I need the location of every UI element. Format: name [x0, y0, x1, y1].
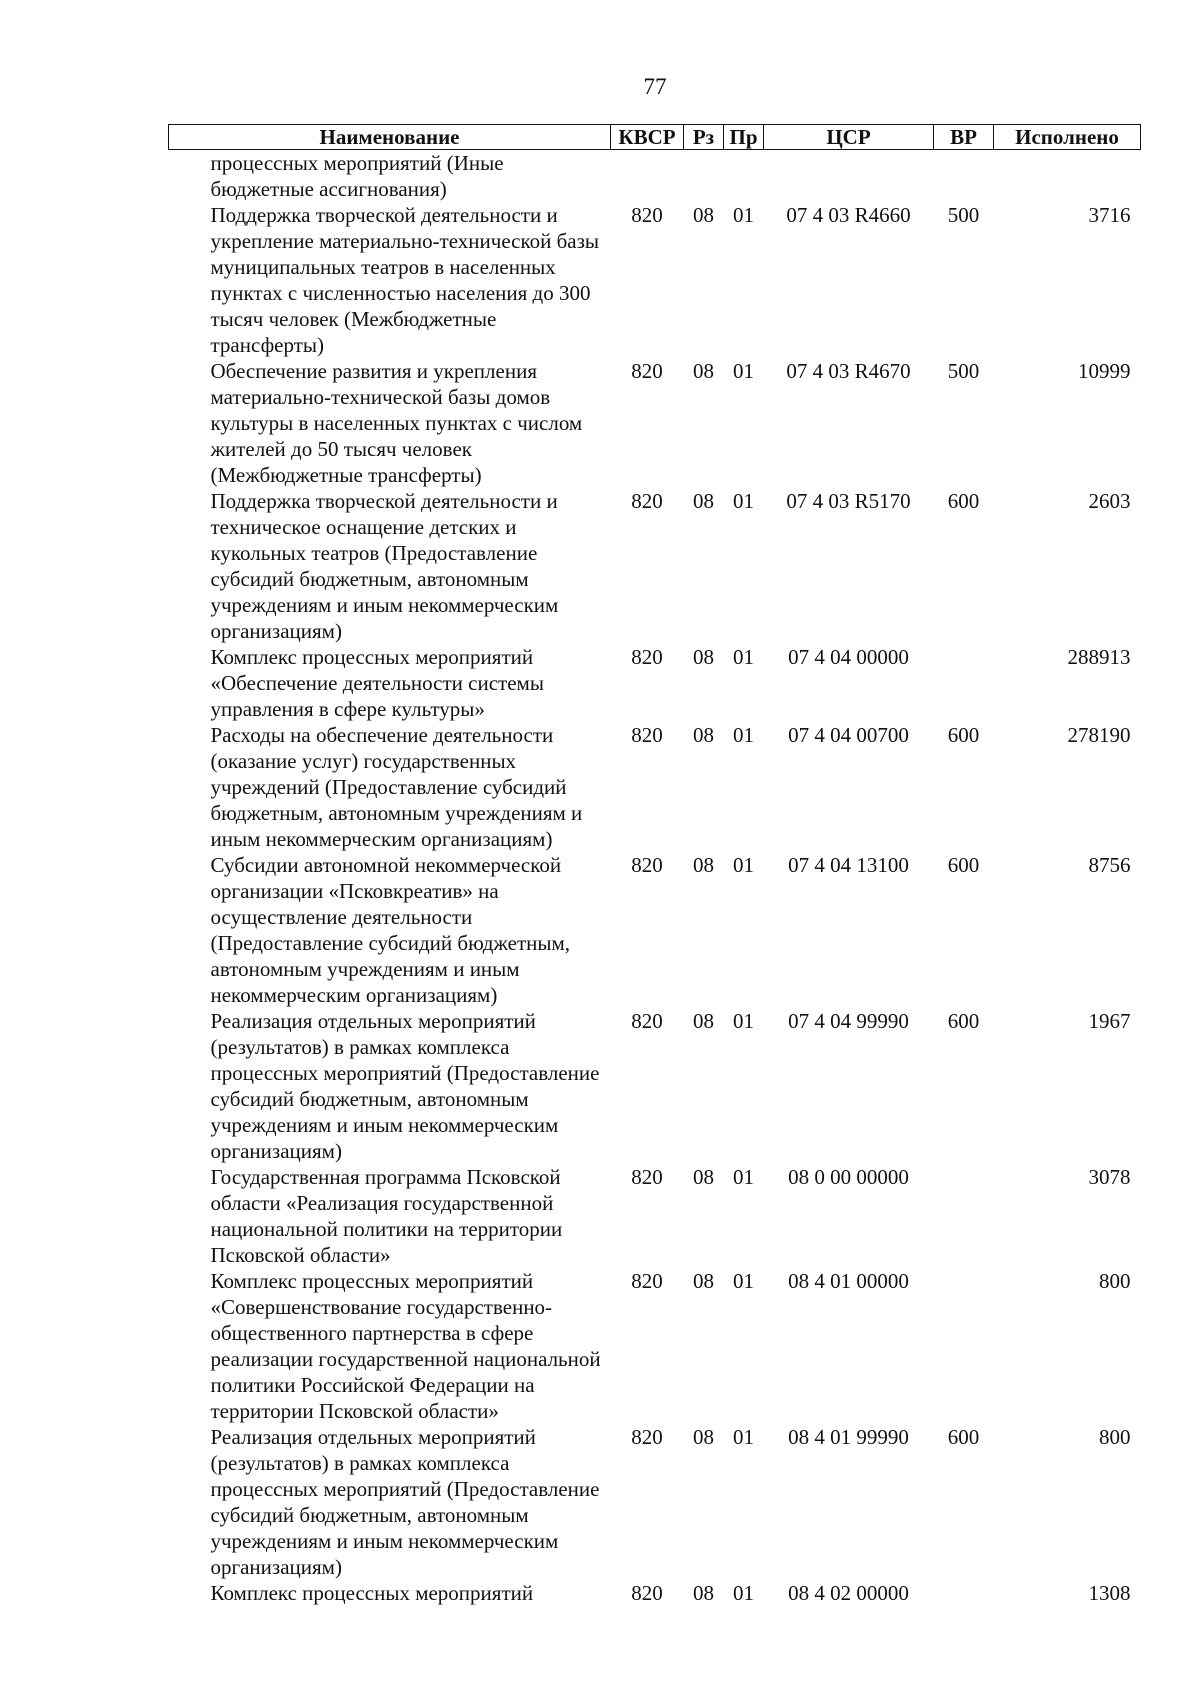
cell-rz: 08 — [693, 853, 714, 877]
cell-name: Государственная программа Псковской области «Реализация государственной национальной политики на территории Псковской области» — [210, 1165, 563, 1267]
cell-rz: 08 — [693, 203, 714, 227]
cell-kvsr: 820 — [631, 645, 663, 669]
cell-vr: 500 — [947, 203, 980, 227]
cell-rz: 08 — [693, 1269, 714, 1293]
cell-csr: 08 0 00 00000 — [788, 1165, 909, 1189]
cell-done — [994, 150, 1141, 203]
table-row — [169, 1008, 1141, 1164]
cell-rz: 08 — [693, 359, 714, 383]
cell-kvsr — [611, 150, 684, 203]
cell-kvsr: 820 — [631, 1269, 663, 1293]
cell-kvsr: 820 — [631, 1581, 663, 1605]
table-row — [169, 488, 1141, 644]
cell-rz: 08 — [693, 1425, 714, 1449]
cell-rz: 08 — [693, 1165, 714, 1189]
cell-done: 278190 — [1067, 723, 1131, 747]
cell-csr: 07 4 04 99990 — [788, 1009, 909, 1033]
table-row — [169, 202, 1141, 358]
header-done: Исполнено — [994, 125, 1141, 150]
cell-done: 800 — [1099, 1425, 1131, 1449]
header-pr: Пр — [724, 125, 764, 150]
cell-vr — [934, 1580, 994, 1606]
header-name: Наименование — [169, 125, 611, 150]
cell-rz: 08 — [693, 645, 714, 669]
cell-vr: 600 — [947, 489, 980, 513]
cell-csr: 08 4 01 99990 — [788, 1425, 909, 1449]
cell-pr: 01 — [733, 203, 754, 227]
cell-vr: 600 — [947, 1425, 980, 1449]
cell-done: 288913 — [1067, 645, 1131, 669]
cell-rz: 08 — [693, 723, 714, 747]
cell-done: 3078 — [1088, 1165, 1131, 1189]
cell-done: 10999 — [1078, 359, 1131, 383]
header-row — [169, 125, 1141, 150]
cell-done: 1308 — [1088, 1581, 1131, 1605]
cell-kvsr: 820 — [631, 853, 663, 877]
cell-vr: 600 — [947, 853, 980, 877]
table-header — [169, 125, 1141, 150]
cell-csr: 08 4 01 00000 — [788, 1269, 909, 1293]
cell-name: Расходы на обеспечение деятельности (оказание услуг) государственных учреждений (Предоставление субсидий бюджетным, автономным учреждениям и иным некоммерческим организациям) — [210, 723, 583, 851]
cell-done: 800 — [1099, 1269, 1131, 1293]
cell-vr — [934, 150, 994, 203]
table-row — [169, 1424, 1141, 1580]
cell-csr: 07 4 03 R5170 — [786, 489, 911, 513]
cell-name: Комплекс процессных мероприятий «Совершенствование государственно-общественного партнерства в сфере реализации государственной национальной политики Российской Федерации на территории Псковской области» — [210, 1269, 601, 1423]
cell-name: Реализация отдельных мероприятий (результатов) в рамках комплекса процессных мероприятий (Предоставление субсидий бюджетным, автономным учреждениям и иным некоммерческим организациям) — [210, 1009, 600, 1163]
cell-kvsr: 820 — [631, 1009, 663, 1033]
cell-rz: 08 — [693, 1581, 714, 1605]
cell-pr: 01 — [733, 853, 754, 877]
cell-name: Реализация отдельных мероприятий (результатов) в рамках комплекса процессных мероприятий (Предоставление субсидий бюджетным, автономным учреждениям и иным некоммерческим организациям) — [210, 1425, 600, 1579]
header-csr: ЦСР — [764, 125, 934, 150]
cell-vr: 600 — [947, 723, 980, 747]
cell-csr: 07 4 03 R4670 — [786, 359, 911, 383]
cell-done: 2603 — [1088, 489, 1131, 513]
header-kvsr: КВСР — [611, 125, 684, 150]
cell-done: 1967 — [1088, 1009, 1131, 1033]
header-rz: Рз — [684, 125, 724, 150]
cell-pr: 01 — [733, 489, 754, 513]
cell-kvsr: 820 — [631, 359, 663, 383]
cell-pr: 01 — [733, 645, 754, 669]
cell-csr: 07 4 04 13100 — [788, 853, 909, 877]
cell-name: процессных мероприятий (Иные бюджетные ассигнования) — [210, 151, 504, 201]
cell-rz: 08 — [693, 1009, 714, 1033]
cell-vr: 600 — [947, 1009, 980, 1033]
table-row — [169, 1580, 1141, 1606]
header-vr: ВР — [934, 125, 994, 150]
cell-pr: 01 — [733, 1269, 754, 1293]
budget-table — [168, 124, 1141, 1606]
table-row — [169, 722, 1141, 852]
cell-name: Субсидии автономной некоммерческой организации «Псковкреатив» на осуществление деятельности (Предоставление субсидий бюджетным, автономным учреждениям и иным некоммерческим организациям) — [210, 853, 571, 1007]
cell-kvsr: 820 — [631, 1425, 663, 1449]
cell-done: 8756 — [1088, 853, 1131, 877]
cell-csr: 07 4 03 R4660 — [786, 203, 911, 227]
cell-name: Поддержка творческой деятельности и укрепление материально-технической базы муниципальных театров в населенных пунктах с численностью населения до 300 тысяч человек (Межбюджетные трансферты) — [210, 203, 600, 357]
cell-pr — [724, 150, 764, 203]
table-row — [169, 644, 1141, 722]
table-body — [169, 150, 1141, 1607]
cell-rz: 08 — [693, 489, 714, 513]
page-number: 77 — [643, 74, 667, 99]
cell-name: Поддержка творческой деятельности и техническое оснащение детских и кукольных театров (Предоставление субсидий бюджетным, автономным учреждениям и иным некоммерческим организациям) — [210, 489, 559, 643]
cell-done: 3716 — [1088, 203, 1131, 227]
cell-csr: 07 4 04 00700 — [788, 723, 909, 747]
cell-name: Комплекс процессных мероприятий «Обеспечение деятельности системы управления в сфере культуры» — [210, 645, 544, 721]
cell-pr: 01 — [733, 1581, 754, 1605]
cell-vr — [934, 644, 994, 722]
cell-vr: 500 — [947, 359, 980, 383]
cell-vr — [934, 1268, 994, 1424]
cell-pr: 01 — [733, 723, 754, 747]
table-row — [169, 1268, 1141, 1424]
cell-csr: 08 4 02 00000 — [788, 1581, 909, 1605]
cell-pr: 01 — [733, 1165, 754, 1189]
cell-kvsr: 820 — [631, 723, 663, 747]
cell-kvsr: 820 — [631, 203, 663, 227]
cell-pr: 01 — [733, 1009, 754, 1033]
cell-pr: 01 — [733, 359, 754, 383]
table-row — [169, 150, 1141, 203]
table-row — [169, 358, 1141, 488]
table-row — [169, 1164, 1141, 1268]
cell-rz — [684, 150, 724, 203]
cell-kvsr: 820 — [631, 1165, 663, 1189]
cell-csr: 07 4 04 00000 — [788, 645, 909, 669]
cell-vr — [934, 1164, 994, 1268]
cell-kvsr: 820 — [631, 489, 663, 513]
budget-table-container — [168, 124, 1140, 1606]
cell-name: Комплекс процессных мероприятий — [210, 1581, 534, 1605]
table-row — [169, 852, 1141, 1008]
cell-name: Обеспечение развития и укрепления материально-технической базы домов культуры в населенных пунктах с числом жителей до 50 тысяч человек (Межбюджетные трансферты) — [210, 359, 583, 487]
cell-csr — [764, 150, 934, 203]
cell-pr: 01 — [733, 1425, 754, 1449]
